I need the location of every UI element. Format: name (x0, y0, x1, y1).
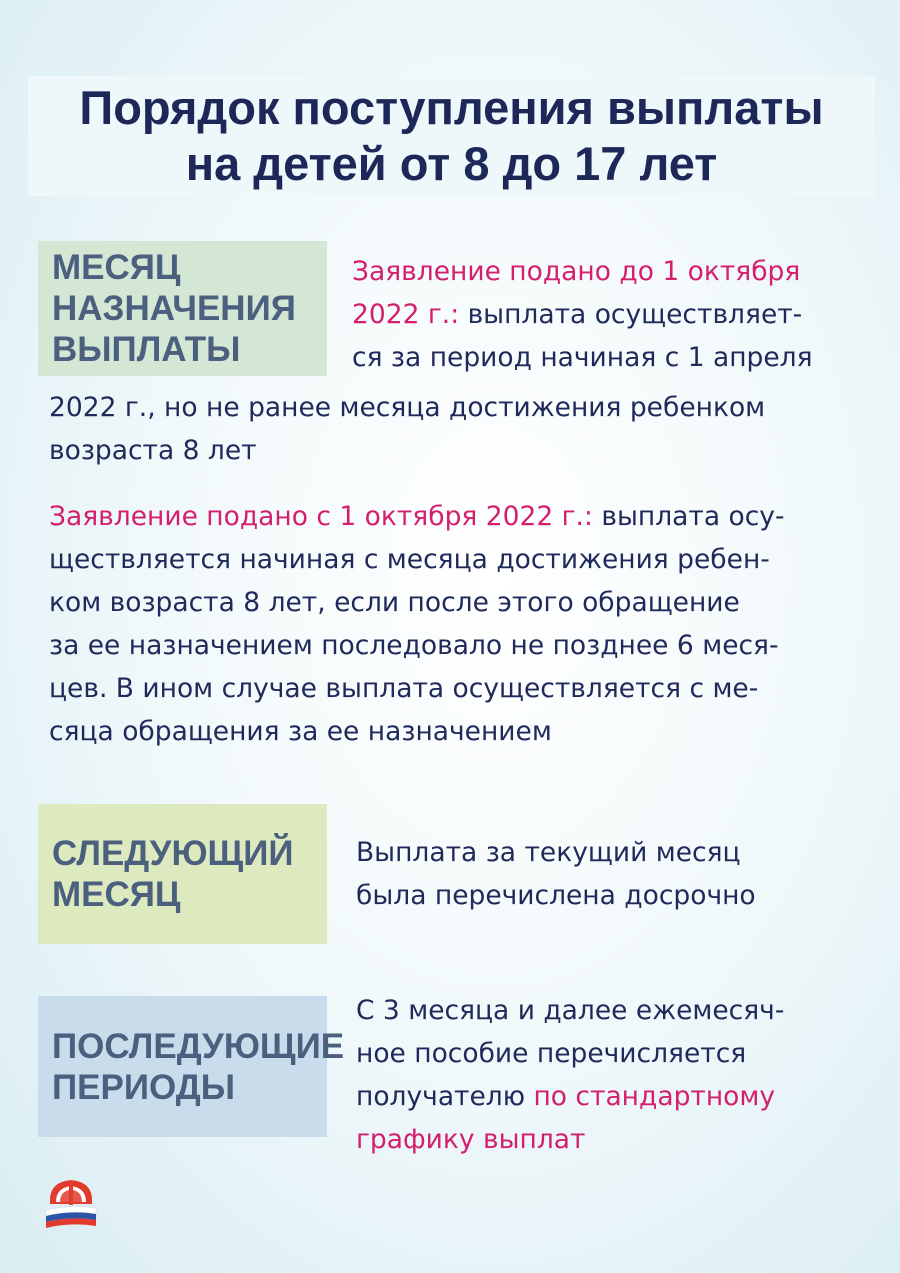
highlight-text: по стандартному (533, 1081, 776, 1112)
highlight-text: Заявление подано с 1 октября 2022 г.: (49, 501, 593, 532)
label-next-month (38, 804, 327, 944)
s2-line-1: Выплата за текущий месяц (356, 837, 741, 868)
page-title-line-1: Порядок поступления выплаты (79, 81, 824, 134)
s1-p1-line-1 (352, 250, 800, 293)
body-text: выплата осуществляет- (459, 299, 803, 330)
label-subsequent-periods (38, 996, 345, 1137)
pfr-logo-icon (42, 1174, 100, 1232)
s1-p2-line-1 (49, 495, 785, 538)
s1-p2-line-4: за ее назначением последовало не позднее 6 меся- (49, 630, 779, 661)
s1-p1-line-5: возраста 8 лет (49, 435, 257, 466)
s3-line-2: ное пособие перечисляется (356, 1038, 747, 1069)
s3-line-3 (356, 1075, 775, 1118)
russian-flag-icon (46, 1206, 96, 1228)
s1-p2-line-6: сяца обращения за ее назначением (49, 716, 552, 747)
label-month-of-assignment (38, 241, 327, 376)
pfr-emblem (50, 1180, 92, 1205)
s3-line-4 (356, 1118, 585, 1161)
s3-line-1: С 3 месяца и далее ежемесяч- (356, 995, 785, 1026)
highlight-text: графику выплат (356, 1124, 586, 1155)
label-line: МЕСЯЦ (52, 248, 181, 287)
s1-p1-line-3: ся за период начиная с 1 апреля (352, 342, 813, 373)
body-text: получателю (356, 1081, 534, 1112)
label-line: МЕСЯЦ (52, 875, 181, 914)
highlight-text: 2022 г.: (352, 299, 460, 330)
s1-p2-line-5: цев. В ином случае выплата осуществляется с ме- (49, 673, 759, 704)
label-line: ПОСЛЕДУЮЩИЕ (52, 1026, 345, 1066)
label-line: СЛЕДУЮЩИЙ (52, 834, 294, 873)
s2-line-2: была перечислена досрочно (356, 880, 756, 911)
title-banner (28, 76, 875, 196)
highlight-text: Заявление подано до 1 октября (352, 256, 801, 287)
body-text: выплата осу- (592, 501, 785, 532)
s1-p2-line-2: ществляется начиная с месяца достижения ребен- (49, 544, 770, 575)
s1-p2-line-3: ком возраста 8 лет, если после этого обращение (49, 587, 740, 618)
s1-p1-line-4: 2022 г., но не ранее месяца достижения ребенком (49, 392, 766, 423)
label-line: ПЕРИОДЫ (52, 1067, 235, 1107)
s1-p1-line-2 (352, 293, 802, 336)
label-line: ВЫПЛАТЫ (52, 330, 241, 369)
label-line: НАЗНАЧЕНИЯ (52, 289, 296, 328)
page-title-line-2: на детей от 8 до 17 лет (185, 137, 718, 190)
